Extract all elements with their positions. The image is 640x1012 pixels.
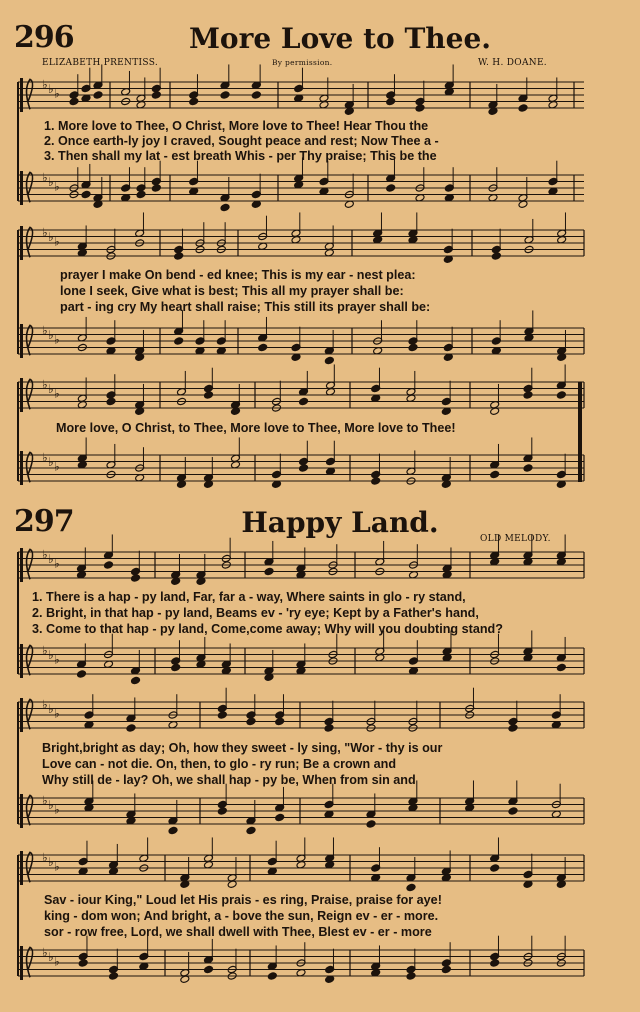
lyric-line: 1. There is a hap - py land, Far, far a - way, Where saints in glo - ry stand, (32, 590, 466, 604)
system-296-2-bass-note (258, 343, 268, 351)
lyric-line: 1. More love to Thee, O Christ, More love to Thee! Hear Thou the (44, 119, 429, 133)
system-297-1-bass-note (556, 663, 566, 671)
system-297-3-treble-key-sig: ♭ (54, 859, 60, 874)
lyric-line: 2. Bright, in that hap - py land, Beams ev - 'ry eye; Kept by a Father's hand, (32, 606, 479, 620)
system-297-1-bass-note (77, 670, 87, 678)
system-296-1-treble-note (251, 91, 261, 99)
system-296-2-treble-clef (20, 226, 23, 260)
system-297-2-bass-key-sig: ♭ (54, 802, 60, 817)
system-297-3-bass-note (204, 965, 214, 973)
system-297-1-bass-key-sig: ♭ (54, 652, 60, 667)
lyric-line: king - dom won; And bright, a - bove the sun, Reign ev - er - more. (44, 909, 439, 923)
system-296-1-bass-note (136, 190, 146, 198)
system-297-1-treble-note (264, 567, 274, 575)
system-297-1-treble-key-sig: ♭ (42, 547, 48, 562)
hymn-number: 296 (14, 20, 74, 55)
lyric-line: 3. Come to that hap - py land, Come,come away; Why will you doubting stand? (32, 622, 503, 636)
lyric-line: Bright,bright as day; Oh, how they sweet - ly sing, "Wor - thy is our (42, 741, 443, 755)
lyric-line: sor - row free, Lord, we shall dwell with Thee, Blest ev - er - more (44, 925, 432, 939)
system-297-1-treble-clef (20, 548, 23, 582)
system-296-1-treble-note (69, 97, 79, 105)
system-296-2-treble-note (174, 252, 184, 260)
system-296-2-bass-note (408, 343, 418, 351)
system-296-1-treble-note (220, 91, 230, 99)
system-296-3-treble-note (299, 397, 309, 405)
system-296-3-treble-key-sig: ♭ (42, 377, 48, 392)
system-296-1-bass-key-sig: ♭ (54, 179, 60, 194)
system-297-1-bass-key-sig: ♭ (42, 643, 48, 658)
system-296-1-bass-note (151, 184, 161, 192)
system-297-3-bass-note (78, 959, 88, 967)
lyric-line: lone I seek, Give what is best; This all my prayer shall be: (60, 284, 404, 298)
system-296-2-bass-note (174, 337, 184, 345)
system-297-3-bass-clef (20, 946, 23, 980)
system-297-3-treble-note (490, 864, 500, 872)
system-296-1-treble-note (189, 97, 199, 105)
system-296-1-treble-clef (20, 78, 23, 112)
lyric-line: Why still de - lay? Oh, we shall hap - py be, When from sin and (42, 773, 416, 787)
system-297-2-treble-note (126, 724, 136, 732)
system-297-2-bass-key-sig: ♭ (42, 793, 48, 808)
system-296-1-treble-note (386, 97, 396, 105)
system-296-3-bass-key-sig: ♭ (54, 459, 60, 474)
system-296-3-bass-key-sig: ♭ (48, 455, 54, 470)
system-297-2-bass-note (275, 813, 285, 821)
system-297-3-treble-key-sig: ♭ (42, 850, 48, 865)
system-296-2-treble-key-sig: ♭ (42, 225, 48, 240)
system-296-1-treble-clef-curve (27, 79, 33, 109)
system-296-2-bass-key-sig: ♭ (54, 332, 60, 347)
system-296-3-bass-note (371, 477, 381, 485)
system-297-2-bass-key-sig: ♭ (48, 798, 54, 813)
system-296-2-treble-clef-curve (27, 227, 33, 257)
system-296-3-treble-clef-curve (27, 379, 33, 409)
system-296-3-bass-clef (20, 451, 23, 485)
lyric-line: part - ing cry My heart shall raise; This still its prayer shall be: (60, 300, 431, 314)
system-296-3-treble-note (556, 391, 566, 399)
system-296-2-bass-note (324, 356, 334, 364)
system-297-3-bass-note (109, 972, 119, 980)
system-297-3-treble-clef-curve (27, 852, 33, 882)
system-297-2-treble-note (217, 711, 227, 719)
system-297-1-bass-key-sig: ♭ (48, 648, 54, 663)
system-296-3-bass-note (523, 464, 533, 472)
system-297-3-bass-key-sig: ♭ (42, 945, 48, 960)
system-297-3-treble-note (406, 883, 416, 891)
hymn-title: More Love to Thee. (188, 22, 492, 55)
system-297-3-treble-clef (20, 851, 23, 885)
final-barline (578, 382, 582, 482)
system-297-2-treble-note (275, 717, 285, 725)
system-296-3-treble-note (523, 391, 533, 399)
system-296-2-treble-key-sig: ♭ (54, 234, 60, 249)
permission-note: By permission. (272, 58, 333, 67)
system-296-3-treble-key-sig: ♭ (48, 382, 54, 397)
system-296-3-bass-note (490, 470, 500, 478)
system-297-2-bass-clef (20, 794, 23, 828)
hymn-title: Happy Land. (241, 506, 439, 539)
system-296-3-treble-clef (20, 378, 23, 412)
system-296-1-bass-note (386, 184, 396, 192)
system-296-1-treble-note (151, 91, 161, 99)
system-297-3-bass-note (490, 959, 500, 967)
system-296-1-treble-key-sig: ♭ (48, 82, 54, 97)
system-297-2-bass-clef-curve (27, 795, 33, 825)
system-297-2-treble-key-sig: ♭ (48, 702, 54, 717)
system-297-2-bass-note (508, 807, 518, 815)
composer-credit: W. H. DOANE. (478, 58, 547, 68)
system-296-1-treble-key-sig: ♭ (54, 86, 60, 101)
system-297-2-treble-key-sig: ♭ (42, 697, 48, 712)
system-297-1-bass-note (131, 676, 141, 684)
lyric-line: More love, O Christ, to Thee, More love to Thee, More love to Thee! (56, 421, 456, 435)
system-297-2-treble-key-sig: ♭ (54, 706, 60, 721)
system-296-3-treble-note (106, 397, 116, 405)
system-296-1-treble-key-sig: ♭ (42, 77, 48, 92)
system-296-1-bass-note (81, 190, 91, 198)
system-297-2-bass-note (246, 826, 256, 834)
system-296-3-treble-key-sig: ♭ (54, 386, 60, 401)
system-296-3-bass-key-sig: ♭ (42, 450, 48, 465)
system-296-1-treble-note (93, 91, 103, 99)
system-297-3-bass-key-sig: ♭ (48, 950, 54, 965)
system-296-2-treble-note (491, 252, 501, 260)
system-297-3-bass-note (406, 972, 416, 980)
system-296-2-bass-clef (20, 324, 23, 358)
composer-credit: OLD MELODY. (480, 534, 551, 544)
system-297-3-bass-clef-curve (27, 947, 33, 977)
system-296-2-treble-key-sig: ♭ (48, 230, 54, 245)
lyric-line: 2. Once earth-ly joy I craved, Sought peace and rest; Now Thee a - (44, 134, 439, 148)
system-297-2-bass-note (366, 820, 376, 828)
system-297-1-bass-clef (20, 644, 23, 678)
system-297-3-bass-note (441, 965, 451, 973)
system-296-1-treble-note (518, 104, 528, 112)
system-297-1-treble-key-sig: ♭ (48, 552, 54, 567)
system-296-1-bass-key-sig: ♭ (48, 175, 54, 190)
system-297-1-treble-note (131, 574, 141, 582)
hymn-number: 297 (14, 504, 74, 539)
lyric-line: Love can - not die. On, then, to glo - ry run; Be a crown and (42, 757, 397, 771)
system-297-2-treble-clef-curve (27, 699, 33, 729)
system-297-2-bass-note (217, 807, 227, 815)
system-297-1-treble-key-sig: ♭ (54, 556, 60, 571)
lyric-line: Sav - iour King," Loud let His prais - es ring, Praise, praise for aye! (44, 893, 442, 907)
system-297-1-bass-clef-curve (27, 645, 33, 675)
system-296-2-bass-clef-curve (27, 325, 33, 355)
system-296-2-bass-key-sig: ♭ (48, 328, 54, 343)
author-credit: ELIZABETH PRENTISS. (42, 58, 158, 68)
system-296-1-bass-clef (20, 171, 23, 205)
system-296-1-bass-clef-curve (27, 172, 33, 202)
system-297-1-bass-note (171, 663, 181, 671)
system-297-3-treble-key-sig: ♭ (48, 855, 54, 870)
lyric-line: prayer I make On bend - ed knee; This is my ear - nest plea: (60, 268, 416, 282)
system-296-1-bass-note (220, 203, 230, 211)
system-296-3-treble-note (204, 391, 214, 399)
system-297-3-bass-note (267, 972, 277, 980)
lyric-line: 3. Then shall my lat - est breath Whis - per Thy praise; This be the (44, 149, 437, 163)
system-297-1-treble-clef-curve (27, 549, 33, 579)
system-297-2-treble-clef (20, 698, 23, 732)
system-297-2-bass-note (168, 826, 178, 834)
system-297-2-treble-note (246, 717, 256, 725)
system-297-2-treble-note (508, 724, 518, 732)
system-296-2-bass-key-sig: ♭ (42, 323, 48, 338)
system-297-1-treble-note (104, 561, 114, 569)
system-297-2-treble-note (324, 724, 334, 732)
system-297-3-bass-key-sig: ♭ (54, 954, 60, 969)
system-296-1-treble-note (415, 104, 425, 112)
system-296-1-bass-key-sig: ♭ (42, 170, 48, 185)
system-296-3-bass-clef-curve (27, 452, 33, 482)
system-296-3-bass-note (299, 464, 309, 472)
